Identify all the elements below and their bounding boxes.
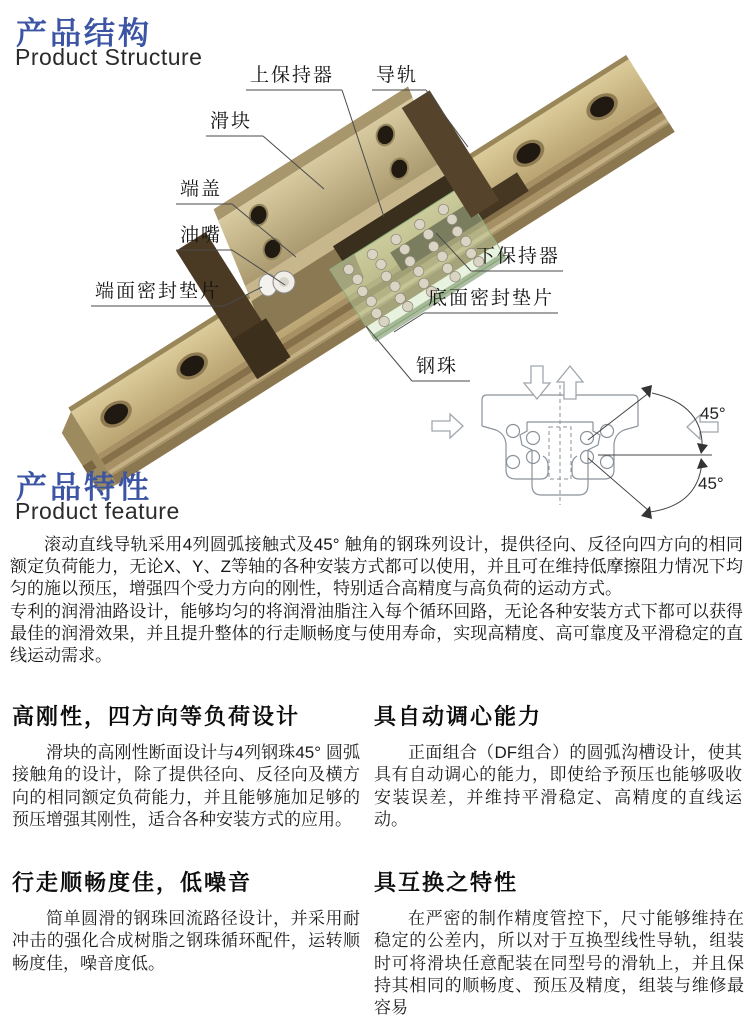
product-structure-figure	[0, 55, 750, 530]
feature-block-self-aligning	[374, 700, 742, 831]
label-slider: 滑块	[210, 111, 253, 132]
feature-body: 滑块的高刚性断面设计与4列钢珠45° 圆弧接触角的设计，除了提供径向、反径向及横方向的相同额定负荷能力，并且能够施加足够的预压增强其刚性，适合各种安装方式的应用。	[12, 743, 360, 829]
feature-heading: 高刚性，四方向等负荷设计	[12, 704, 301, 729]
intro-paragraph-2: 专利的润滑油路设计，能够均匀的将润滑油脂注入每个循环回路，无论各种安装方式下都可以获得最佳的润滑效果，并且提升整体的行走顺畅度与使用寿命，实现高精度、高可靠度及平滑稳定的直线运动需求。	[10, 601, 743, 666]
feature-body: 正面组合（DF组合）的圆弧沟槽设计，使其具有自动调心的能力，即使给予预压也能够吸收安装误差，并维持平滑稳定、高精度的直线运动。	[374, 743, 742, 829]
feature-title-zh: 产品特性	[16, 470, 152, 505]
feature-heading: 具自动调心能力	[374, 704, 543, 729]
feature-title-en: Product feature	[15, 498, 180, 524]
label-oil-nipple: 油嘴	[180, 225, 223, 246]
intro-paragraph-1: 滚动直线导轨采用4列圆弧接触式及45° 触角的钢珠列设计，提供径向、反径向四方向的相同额定负荷能力，无论X、Y、Z等轴的各种安装方式都可以使用，并且可在维持低摩擦阻力情况下均匀的施以预压，增强四个受力方向的刚性，特别适合高精度与高负荷的运动方式。	[10, 535, 743, 599]
up-arrow-icon	[557, 366, 583, 399]
right-arrow-icon	[432, 414, 463, 438]
label-lower-retainer: 下保持器	[476, 246, 561, 267]
feature-block-interchangeable	[374, 866, 744, 1019]
feature-block-smooth-low-noise	[12, 866, 360, 975]
structure-title-en: Product Structure	[15, 44, 203, 70]
feature-body: 在严密的制作精度管控下，尺寸能够维持在稳定的公差内，所以对于互换型线性导轨，组装时可将滑块任意配装在同型号的滑轨上，并且保持其相同的顺畅度、预压及精度，组装与维修最容易	[374, 909, 744, 1018]
cross-section-drawing	[432, 366, 718, 519]
down-arrow-icon	[524, 366, 550, 399]
label-bottom-seal: 底面密封垫片	[428, 288, 555, 309]
angle-dimension-lines	[588, 392, 712, 512]
feature-body: 简单圆滑的钢珠回流路径设计，并采用耐冲击的强化合成树脂之钢珠循环配件，运转顺畅度佳，噪音度低。	[12, 909, 360, 973]
feature-heading: 具互换之特性	[374, 870, 519, 895]
label-end-seal: 端面密封垫片	[95, 281, 222, 302]
angle-arrowheads	[641, 385, 708, 519]
label-end-cap: 端盖	[180, 179, 223, 200]
angle-label-bottom: 45°	[698, 474, 724, 493]
load-direction-arrows	[432, 366, 718, 439]
feature-intro	[10, 534, 743, 667]
angle-label-top: 45°	[700, 404, 726, 423]
label-rail: 导轨	[376, 65, 419, 86]
feature-block-rigidity	[12, 700, 360, 831]
cross-section-outline	[482, 385, 638, 505]
label-upper-retainer: 上保持器	[250, 65, 335, 86]
structure-title-zh: 产品结构	[16, 16, 152, 51]
label-steel-ball: 钢珠	[416, 356, 459, 377]
feature-heading: 行走顺畅度佳，低噪音	[12, 870, 253, 895]
